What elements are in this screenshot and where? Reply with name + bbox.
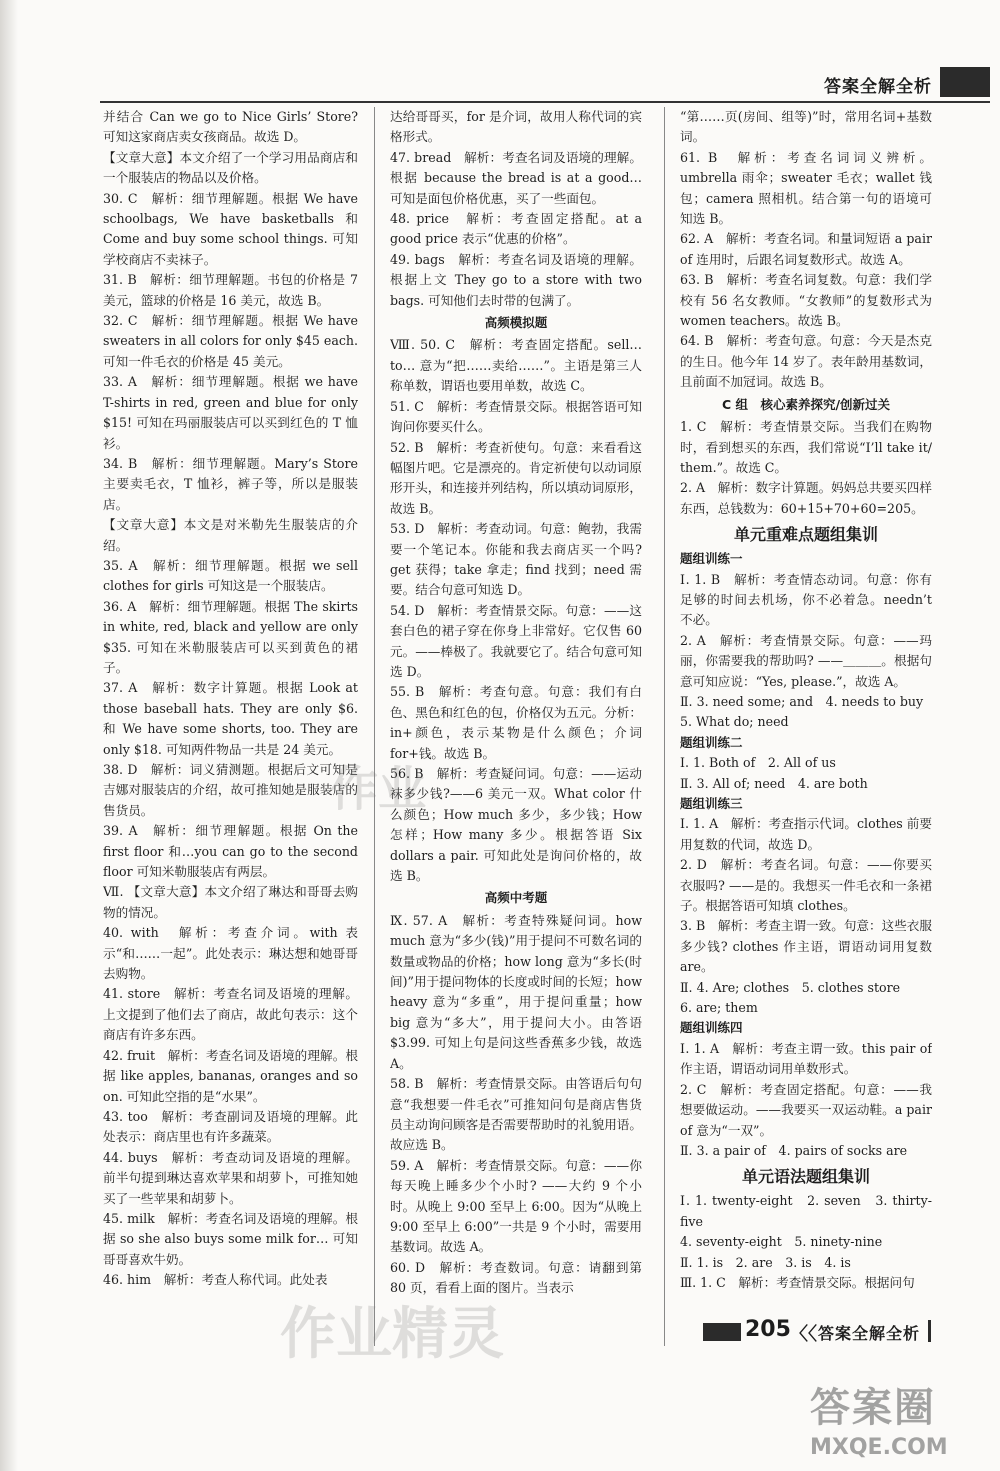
header-rule — [100, 101, 990, 103]
answer-paragraph: Ⅶ. 【文章大意】本文介绍了琳达和哥哥去购物的情况。 — [103, 884, 358, 920]
footer-chevrons: 〈〈 — [790, 1324, 817, 1345]
answer-paragraph: 37. A 解析：数字计算题。根据 Look at those baseball hats. They are only $6. 和 We have some shorts, too. They are only $18. 可知两件物品一共是 24 美元。 — [103, 680, 358, 757]
column-left — [103, 107, 358, 1346]
page-number: 205 — [745, 1317, 791, 1342]
watermark-text: 作业 — [330, 761, 427, 817]
answer-paragraph: 54. D 解析：考查情景交际。句意：——这套白色的裙子穿在你身上非常好。它仅售 60 元。——棒极了。我就要它了。结合句意可知选 D。 — [390, 602, 642, 679]
answer-paragraph: 3. B 解析：考查主谓一致。句意：这些衣服多少钱? clothes 作主语，谓语动词用复数 are。 — [680, 918, 932, 975]
column-right — [680, 107, 932, 1346]
group-subheading: 题组训练一 — [680, 551, 743, 567]
answer-paragraph: 51. C 解析：考查情景交际。根据答语可知询问你要买什么。 — [390, 398, 642, 435]
answer-paragraph: Ⅱ. 3. a pair of 4. pairs of socks are — [680, 1142, 908, 1158]
corner-watermark-url: MXQE.COM — [810, 1435, 948, 1460]
answer-paragraph: 36. A 解析：细节理解题。根据 The skirts in white, red, black and yellow are only $35. 可知在米勒服装店可以买到黄色的裙子。 — [103, 598, 358, 675]
answer-paragraph: 31. B 解析：细节理解题。书包的价格是 7 美元，篮球的价格是 16 美元，故选 B。 — [103, 272, 358, 308]
column-divider — [374, 107, 375, 1346]
answer-paragraph: 48. price 解析：考查固定搭配。at a good price 表示“优惠的价格”。 — [390, 211, 642, 247]
answer-paragraph: 【文章大意】本文是对米勒先生服装店的介绍。 — [103, 517, 358, 553]
answer-paragraph: Ⅱ. 1. is 2. are 3. is 4. is — [680, 1254, 851, 1270]
answer-paragraph: 34. B 解析：细节理解题。Mary’s Store 主要卖毛衣，T 恤衫，裤子等，所以是服装店。 — [103, 455, 358, 512]
answer-paragraph: 62. A 解析：考查名词。和量词短语 a pair of 连用时，后跟名词复数形式。故选 A。 — [680, 231, 932, 267]
answer-paragraph: 49. bags 解析：考查名词及语境的理解。根据上文 They go to a store with two bags. 可知他们去时带的包满了。 — [390, 251, 642, 308]
answer-paragraph: 64. B 解析：考查句意。句意：今天是杰克的生日。他今年 14 岁了。表年龄用基数词，且前面不加冠词。故选 B。 — [680, 333, 932, 390]
answer-paragraph: 35. A 解析：细节理解题。根据 we sell clothes for girls 可知这是一个服装店。 — [103, 557, 358, 594]
corner-watermark-title: 答案圈 — [810, 1385, 936, 1431]
answer-paragraph: 58. B 解析：考查情景交际。由答语后句句意“我想要一件毛衣”可推知问句是商店售货员主动询问顾客是否需要帮助时的礼貌用语。故应选 B。 — [390, 1076, 642, 1153]
answer-paragraph: Ⅰ. 1. A 解析：考查主谓一致。this pair of 作主语，谓语动词用单数形式。 — [680, 1040, 932, 1077]
section-heading: 高频中考题 — [484, 890, 548, 906]
answer-paragraph: Ⅷ. 50. C 解析：考查固定搭配。sell… to… 意为“把……卖给……”。主语是第三人称单数，谓语也要用单数，故选 C。 — [390, 337, 642, 394]
unit-heading: 单元语法题组集训 — [741, 1167, 870, 1187]
footer-dark-block — [703, 1323, 741, 1341]
answer-paragraph: 52. B 解析：考查祈使句。句意：来看看这幅图片吧。它是漂亮的。肯定祈使句以动词原形开头，和连接并列结构，所以填动词原形，故选 B。 — [390, 439, 642, 516]
corner-watermark-logo — [810, 1376, 990, 1466]
section-heading: 高频模拟题 — [484, 315, 548, 331]
answer-paragraph: 1. C 解析：考查情景交际。当我们在购物时，看到想买的东西，我们常说“I’ll take it/ them.”。故选 C。 — [680, 419, 932, 475]
answer-paragraph: 53. D 解析：考查动词。句意：鲍勃，我需要一个笔记本。你能和我去商店买一个吗? get 获得；take 拿走；find 找到；need 需要。结合句意可知选 D。 — [390, 521, 642, 598]
answer-paragraph: 44. buys 解析：考查动词及语境的理解。前半句提到琳达喜欢苹果和胡萝卜，可推知她买了一些苹果和胡萝卜。 — [103, 1149, 358, 1206]
answer-paragraph: 达给哥哥买，for 是介词，故用人称代词的宾格形式。 — [390, 109, 642, 145]
group-subheading: 题组训练二 — [680, 734, 743, 750]
answer-paragraph: 55. B 解析：考查句意。句意：我们有白色、黑色和红色的包，价格仅为五元。分析：in+颜色，表示某物是什么颜色；介词 for+钱。故选 B。 — [390, 684, 642, 761]
answer-paragraph: Ⅰ. 1. A 解析：考查指示代词。clothes 前要用复数的代词，故选 D。 — [680, 816, 932, 852]
answer-paragraph: 61. B 解析：考查名词词义辨析。umbrella 雨伞；sweater 毛衣；wallet 钱包；camera 照相机。结合第一句的语境可知选 B。 — [680, 149, 932, 227]
unit-heading: 单元重难点题组集训 — [733, 525, 878, 545]
answer-paragraph: Ⅰ. 1. Both of 2. All of us — [680, 755, 836, 771]
answer-paragraph: 59. A 解析：考查情景交际。句意：——你每天晚上睡多少个小时? ——大约 9 个小时。从晚上 9:00 至早上 6:00。因为“从晚上 9:00 至早上 6:00”一共是 9 个小时，需要用基数词。故选 A。 — [390, 1157, 642, 1255]
answer-paragraph: Ⅸ. 57. A 解析：考查特殊疑问词。how much 意为“多少(钱)”用于提问不可数名词的数量或物品的价格；how long 意为“多长(时间)”用于提问物体的长度或时间的长短；how heavy 意为“多重”，用于提问重量；how big 意为“多大”，用于提问大小。由答语$3.99. 可知上句是问这些香蕉多少钱，故选 A。 — [390, 912, 642, 1071]
answer-paragraph: 47. bread 解析：考查名词及语境的理解。根据 because the bread is at a good… 可知是面包价格优惠，买了一些面包。 — [390, 149, 642, 206]
answer-paragraph: 63. B 解析：考查名词复数。句意：我们学校有 56 名女教师。“女教师”的复数形式为 women teachers。故选 B。 — [680, 272, 932, 329]
answer-paragraph: Ⅰ. 1. twenty-eight 2. seven 3. thirty-five — [680, 1193, 932, 1229]
group-subheading: 题组训练四 — [680, 1020, 743, 1036]
answer-paragraph: 43. too 解析：考查副词及语境的理解。此处表示：商店里也有许多蔬菜。 — [103, 1108, 358, 1145]
answer-paragraph: 46. him 解析：考查人称代词。此处表 — [103, 1272, 328, 1288]
answer-paragraph: Ⅱ. 4. Are; clothes 5. clothes store — [680, 979, 901, 995]
answer-paragraph: Ⅱ. 3. All of; need 4. are both — [680, 775, 868, 791]
answer-paragraph: 39. A 解析：细节理解题。根据 On the first floor 和…you can go to the second floor 可知米勒服装店有两层。 — [103, 823, 358, 880]
section-heading: C 组 核心素养探究/创新过关 — [721, 396, 891, 412]
answer-paragraph: 32. C 解析：细节理解题。根据 We have sweaters in all colors for only $45 each. 可知一件毛衣的价格是 45 美元。 — [103, 313, 358, 369]
header-dark-block — [940, 67, 990, 97]
book-spine-shadow — [0, 0, 18, 1471]
answer-paragraph: 5. What do; need — [680, 714, 789, 730]
answer-paragraph: 4. seventy-eight 5. ninety-nine — [680, 1234, 883, 1250]
answer-paragraph: 45. milk 解析：考查名词及语境的理解。根据 so she also buys some milk for… 可知哥哥喜欢牛奶。 — [103, 1210, 358, 1267]
column-middle — [390, 107, 642, 1346]
answer-paragraph: 42. fruit 解析：考查名词及语境的理解。根据 like apples, bananas, oranges and so on. 可知此空指的是“水果”。 — [103, 1047, 358, 1104]
answer-paragraph: 41. store 解析：考查名词及语境的理解。上文提到了他们去了商店，故此句表示：这个商店有许多东西。 — [103, 986, 358, 1043]
answer-paragraph: 6. are; them — [680, 1000, 758, 1016]
answer-paragraph: 38. D 解析：词义猜测题。根据后文可知是吉娜对服装店的介绍，故可推知她是服装店的售货员。 — [103, 762, 358, 818]
answer-paragraph: 2. D 解析：考查名词。句意：——你要买衣服吗? ——是的。我想买一件毛衣和一条裙子。根据答语可知填 clothes。 — [680, 857, 932, 914]
answer-paragraph: 2. A 解析：数字计算题。妈妈总共要买四样东西，总钱数为：60+15+70+60=205。 — [680, 480, 932, 516]
answer-paragraph: “第……页(房间、组等)”时，常用名词+基数词。 — [680, 109, 932, 145]
answer-paragraph: 2. C 解析：考查固定搭配。句意：——我想要做运动。——我要买一双运动鞋。a pair of 意为“一双”。 — [680, 1081, 932, 1138]
answer-paragraph: 60. D 解析：考查数词。句意：请翻到第 80 页，看看上面的图片。当表示 — [390, 1259, 642, 1296]
answer-paragraph: Ⅰ. 1. B 解析：考查情态动词。句意：你有足够的时间去机场，你不必着急。needn’t 不必。 — [680, 571, 932, 628]
watermark-text: 作业精灵 — [280, 1302, 504, 1367]
answer-paragraph: 33. A 解析：细节理解题。根据 we have T-shirts in red, green and blue for only $15! 可知在玛丽服装店可以买到红色的 T 恤衫。 — [103, 374, 358, 451]
answer-paragraph: 30. C 解析：细节理解题。根据 We have schoolbags, We have basketballs 和 Come and buy some school things. 可知学校商店不卖袜子。 — [103, 190, 358, 267]
answer-paragraph: Ⅲ. 1. C 解析：考查情景交际。根据问句 — [680, 1274, 915, 1290]
footer-title: 答案全解全析 — [818, 1324, 921, 1343]
answer-paragraph: 2. A 解析：考查情景交际。句意：——玛丽，你需要我的帮助吗? ——＿＿＿。根据句意可知应说：“Yes, please.”，故选 A。 — [680, 632, 932, 689]
running-header-title: 答案全解全析 — [824, 77, 932, 97]
column-divider — [664, 107, 665, 1346]
answer-paragraph: 【文章大意】本文介绍了一个学习用品商店和一个服装店的物品以及价格。 — [103, 149, 358, 186]
answer-paragraph: Ⅱ. 3. need some; and 4. needs to buy — [680, 693, 924, 709]
footer-tick — [928, 1320, 931, 1342]
answer-paragraph: 56. B 解析：考查疑问词。句意：——运动袜多少钱?——6 美元一双。What color 什么颜色；How much 多少，多少钱；How 怎样；How many 多少。根据答语 Six dollars a pair. 可知此处是询问价格的，故选 B。 — [390, 766, 642, 884]
answer-paragraph: 并结合 Can we go to Nice Girls’ Store? 可知这家商店卖女孩商品。故选 D。 — [103, 109, 358, 145]
group-subheading: 题组训练三 — [680, 796, 743, 811]
answer-paragraph: 40. with 解析：考查介词。with 表示“和……一起”。此处表示：琳达想和她哥哥去购物。 — [103, 925, 358, 982]
